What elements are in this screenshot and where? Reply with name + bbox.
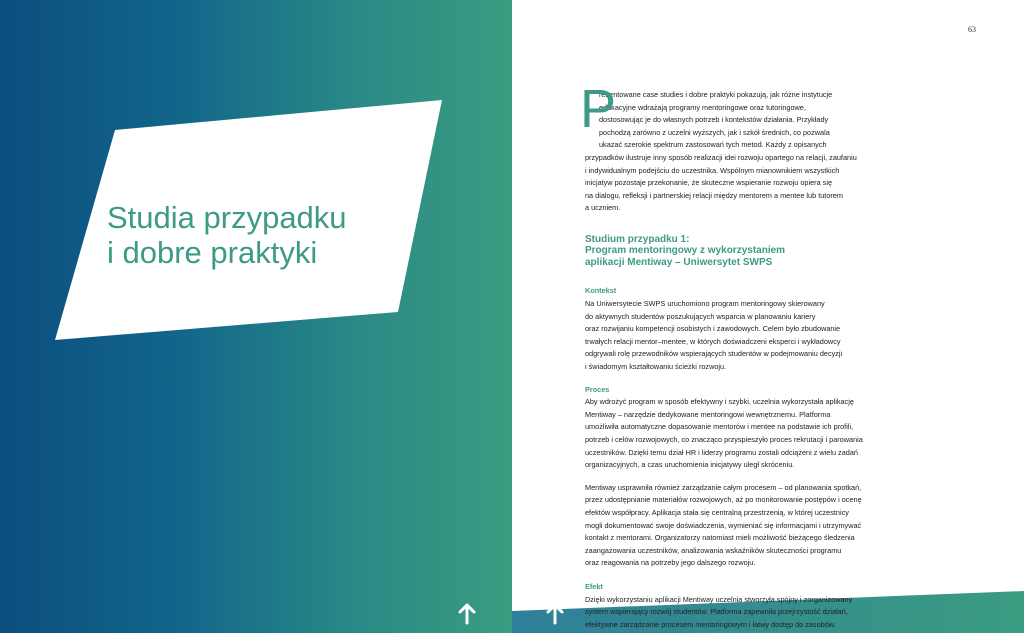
efekt-line: Dzięki wykorzystaniu aplikacji Mentiway uczelnia stworzyła spójny i zorganizowany — [585, 594, 853, 604]
proces-line: zaangażowania uczestników, analizowania wskaźników skuteczności programu — [585, 545, 842, 555]
proces-line: Mentiway – narzędzie dedykowane mentoringowi wewnętrznemu. Platforma — [585, 409, 831, 419]
right-page — [512, 0, 1024, 633]
proces-heading: Proces — [585, 384, 610, 394]
proces-line: efektów współpracy. Aplikacja stała się centralną przestrzenią, w której uczestnicy — [585, 507, 849, 517]
proces-line: organizacyjnych, a czas uruchomienia inicjatywy uległ skróceniu. — [585, 460, 795, 470]
intro-line: edukacyjne wdrażają programy mentoringowe oraz tutoringowe, — [599, 102, 806, 112]
kontekst-line: odgrywali rolę przewodników wspierających studentów w podejmowaniu decyzji — [585, 349, 843, 359]
case-study-title-line: Program mentoringowy z wykorzystaniem — [585, 245, 786, 257]
kontekst-line: do aktywnych studentów poszukujących wsparcia w planowaniu kariery — [585, 311, 816, 321]
section-title — [107, 200, 347, 270]
arrow-up-icon[interactable] — [546, 603, 564, 625]
case-study-title-line: Studium przypadku 1: — [585, 233, 690, 245]
case-study-title — [585, 234, 885, 269]
efekt-heading: Efekt — [585, 581, 603, 591]
intro-line: na dialogu, refleksji i partnerskiej relacji między mentorem a mentee lub tutorem — [585, 190, 843, 200]
proces-section — [585, 384, 885, 472]
drop-cap: P — [580, 79, 617, 139]
kontekst-heading: Kontekst — [585, 286, 617, 296]
proces-line: Mentiway usprawniła również zarządzanie całym procesem – od planowania spotkań, — [585, 482, 862, 492]
proces-line: przez udostępnianie materiałów rozwojowych, aż po monitorowanie postępów i ocenę — [585, 495, 862, 505]
kontekst-line: Na Uniwersytecie SWPS uruchomiono program mentoringowy skierowany — [585, 299, 825, 309]
intro-line: pochodzą zarówno z uczelni wyższych, jak i szkół średnich, co pozwala — [599, 127, 830, 137]
intro-line: inicjatyw pozostaje przekonanie, że skuteczne wspieranie rozwoju opiera się — [585, 178, 833, 188]
proces-line: mogli dokumentować swoje doświadczenia, wymieniać się informacjami i utrzymywać — [585, 520, 862, 530]
intro-line: i indywidualnym podejściu do uczestnika. Wspólnym mianownikiem wszystkich — [585, 165, 840, 175]
efekt-line: efektywne zarządzanie procesem mentoringowym i łatwy dostęp do zasobów. — [585, 619, 836, 629]
kontekst-line: i świadomym kształtowaniu ścieżki rozwoju. — [585, 362, 727, 371]
proces-section-continued — [585, 482, 885, 570]
intro-paragraph — [580, 79, 885, 215]
kontekst-section — [585, 285, 885, 373]
proces-line: umożliwiła automatyczne dopasowanie mentorów i mentee na podstawie ich profili, — [585, 422, 854, 432]
intro-line: ukazać szerokie spektrum zastosowań tych metod. Każdy z opisanych — [599, 140, 827, 150]
intro-line: przypadków ilustruje inny sposób realizacji idei rozwoju opartego na relacji, zaufaniu — [585, 152, 857, 162]
kontekst-line: trwałych relacji mentor–mentee, w których doświadczeni eksperci i wykładowcy — [585, 336, 841, 346]
article-body — [580, 79, 885, 633]
arrow-up-icon[interactable] — [458, 603, 476, 625]
section-title-line-2: i dobre praktyki — [107, 235, 318, 270]
section-title-line-1: Studia przypadku — [107, 200, 347, 235]
kontekst-line: oraz rozwijaniu kompetencji osobistych i zawodowych. Celem było zbudowanie — [585, 324, 841, 334]
case-study-title-line: aplikacji Mentiway – Uniwersytet SWPS — [585, 256, 773, 268]
intro-line: a uczniem. — [585, 203, 621, 213]
proces-line: Aby wdrożyć program w sposób efektywny i szybki, uczelnia wykorzystała aplikację — [585, 397, 854, 407]
proces-line: uczestników. Dzięki temu dział HR i liderzy programu zostali odciążeni z wielu zadań — [585, 447, 858, 457]
efekt-section — [585, 581, 885, 631]
proces-line: potrzeb i celów rozwojowych, co znacząco przyspieszyło proces rekrutacji i parowania — [585, 434, 863, 444]
proces-line: kontakt z mentorami. Organizatorzy natomiast mieli możliwość bieżącego śledzenia — [585, 533, 855, 543]
intro-line: dostosowując je do własnych potrzeb i kontekstów działania. Przykłady — [599, 115, 829, 125]
efekt-line: system wspierający rozwój studentów. Platforma zapewniła przejrzystość działań, — [585, 607, 848, 617]
intro-line: rezentowane case studies i dobre praktyki pokazują, jak różne instytucje — [599, 90, 833, 99]
page-number: 63 — [968, 25, 976, 34]
proces-line: oraz reagowania na potrzeby jego dalszego rozwoju. — [585, 558, 756, 568]
